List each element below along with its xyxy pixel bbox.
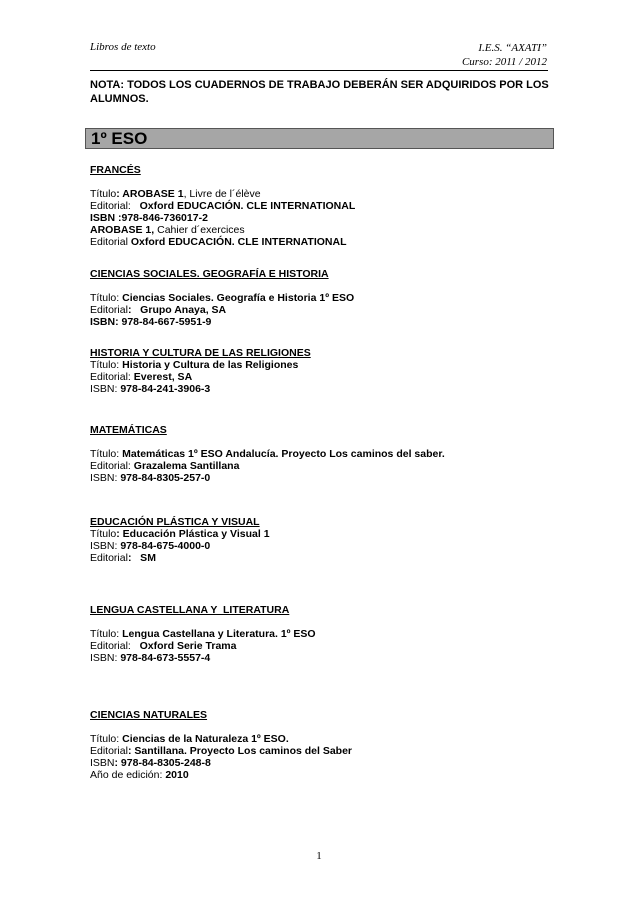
row-tail: , Livre de l´élève bbox=[183, 188, 261, 200]
subject-row bbox=[90, 371, 560, 383]
subject-row bbox=[90, 460, 560, 472]
row-label: Editorial bbox=[90, 552, 128, 564]
row-label: ISBN: bbox=[90, 652, 121, 664]
subject-row bbox=[90, 236, 560, 248]
row-label: Editorial: bbox=[90, 640, 140, 652]
subject-title: EDUCACIÓN PLÁSTICA Y VISUAL bbox=[90, 516, 260, 528]
row-value: Oxford EDUCACIÓN. CLE INTERNATIONAL bbox=[139, 200, 356, 212]
row-label: ISBN: bbox=[90, 540, 121, 552]
row-value: 978-84-675-4000-0 bbox=[120, 540, 211, 552]
nota-text: NOTA: TODOS LOS CUADERNOS DE TRABAJO DEBERÁN SER ADQUIRIDOS POR LOS ALUMNOS. bbox=[90, 79, 549, 105]
subject-ciencias-sociales bbox=[90, 268, 560, 328]
subject-row bbox=[90, 304, 560, 316]
subject-title: HISTORIA Y CULTURA DE LAS RELIGIONES bbox=[90, 347, 311, 359]
row-label: ISBN: bbox=[90, 383, 121, 395]
row-label: Editorial bbox=[90, 304, 128, 316]
subject-matematicas bbox=[90, 424, 560, 484]
row-value: AROBASE 1, bbox=[90, 224, 155, 236]
header-course: Curso: 2011 / 2012 bbox=[461, 56, 547, 68]
section-bar bbox=[85, 128, 554, 149]
row-label: Editorial: bbox=[90, 460, 134, 472]
row-value: Matemáticas 1º ESO Andalucía. Proyecto Los caminos del saber. bbox=[122, 448, 445, 460]
subject-row bbox=[90, 359, 560, 371]
row-label: Título bbox=[90, 528, 117, 540]
row-value: : Educación Plástica y Visual 1 bbox=[116, 528, 270, 540]
subject-plastica bbox=[90, 516, 560, 564]
subject-row bbox=[90, 292, 560, 304]
row-value: : 978-84-8305-248-8 bbox=[114, 757, 211, 769]
subject-row bbox=[90, 757, 560, 769]
subject-religiones bbox=[90, 347, 560, 395]
subject-row bbox=[90, 640, 560, 652]
row-label: Editorial: bbox=[90, 200, 140, 212]
row-value: Ciencias Sociales. Geografía e Historia 1º ESO bbox=[122, 292, 355, 304]
section-title: 1º ESO bbox=[91, 129, 148, 148]
row-label: Año de edición: bbox=[90, 769, 166, 781]
row-value: : AROBASE 1 bbox=[116, 188, 184, 200]
row-label: Título bbox=[90, 188, 117, 200]
header-school: I.E.S. “AXATI” bbox=[478, 42, 547, 54]
row-label: Título: bbox=[90, 733, 123, 745]
subject-title: FRANCÉS bbox=[90, 164, 141, 176]
subject-row bbox=[90, 628, 560, 640]
row-value: Historia y Cultura de las Religiones bbox=[122, 359, 299, 371]
subject-row bbox=[90, 745, 560, 757]
row-value: 2010 bbox=[165, 769, 189, 781]
subject-row bbox=[90, 472, 560, 484]
row-value: : Santillana. Proyecto Los caminos del Saber bbox=[127, 745, 353, 757]
row-label: Título: bbox=[90, 292, 123, 304]
row-label: ISBN bbox=[90, 757, 115, 769]
subject-title: CIENCIAS SOCIALES. GEOGRAFÍA E HISTORIA bbox=[90, 268, 329, 280]
subject-row bbox=[90, 528, 560, 540]
subject-title: CIENCIAS NATURALES bbox=[90, 709, 208, 721]
row-label: Editorial: bbox=[90, 371, 134, 383]
row-value: ISBN :978-846-736017-2 bbox=[90, 212, 208, 224]
subject-row bbox=[90, 769, 560, 781]
subject-row bbox=[90, 316, 560, 328]
subject-row bbox=[90, 552, 560, 564]
row-value: 978-84-241-3906-3 bbox=[120, 383, 211, 395]
header-left-text: Libros de texto bbox=[90, 41, 156, 53]
header-rule bbox=[90, 70, 548, 71]
subject-row bbox=[90, 212, 560, 224]
row-label: ISBN: bbox=[90, 472, 121, 484]
row-label: Título: bbox=[90, 448, 123, 460]
subject-row bbox=[90, 200, 560, 212]
row-value: : SM bbox=[127, 552, 156, 564]
subject-row bbox=[90, 733, 560, 745]
row-value: 978-84-8305-257-0 bbox=[120, 472, 211, 484]
subject-title: LENGUA CASTELLANA Y LITERATURA bbox=[90, 604, 290, 616]
subject-ciencias-naturales bbox=[90, 709, 560, 781]
subject-row bbox=[90, 448, 560, 460]
row-label: Título: bbox=[90, 359, 123, 371]
row-label: Editorial bbox=[90, 745, 128, 757]
row-value: ISBN: 978-84-667-5951-9 bbox=[90, 316, 212, 328]
row-value: Oxford Serie Trama bbox=[139, 640, 237, 652]
subject-row bbox=[90, 188, 560, 200]
row-label: Título: bbox=[90, 628, 123, 640]
subject-frances bbox=[90, 164, 560, 248]
subject-row bbox=[90, 383, 560, 395]
row-value: Oxford EDUCACIÓN. CLE INTERNATIONAL bbox=[130, 236, 347, 248]
row-value: Grazalema Santillana bbox=[133, 460, 240, 472]
row-value: Ciencias de la Naturaleza 1º ESO. bbox=[122, 733, 289, 745]
subject-lengua bbox=[90, 604, 560, 664]
row-value: Lengua Castellana y Literatura. 1º ESO bbox=[122, 628, 316, 640]
page-number: 1 bbox=[316, 850, 322, 862]
row-value: : Grupo Anaya, SA bbox=[127, 304, 227, 316]
subject-row bbox=[90, 540, 560, 552]
row-label: Editorial bbox=[90, 236, 131, 248]
subject-title: MATEMÁTICAS bbox=[90, 424, 167, 436]
subject-row bbox=[90, 224, 560, 236]
subject-row bbox=[90, 652, 560, 664]
row-value: Everest, SA bbox=[133, 371, 193, 383]
header-right-block bbox=[462, 41, 547, 69]
row-tail: Cahier d´exercices bbox=[154, 224, 245, 236]
row-value: 978-84-673-5557-4 bbox=[120, 652, 211, 664]
